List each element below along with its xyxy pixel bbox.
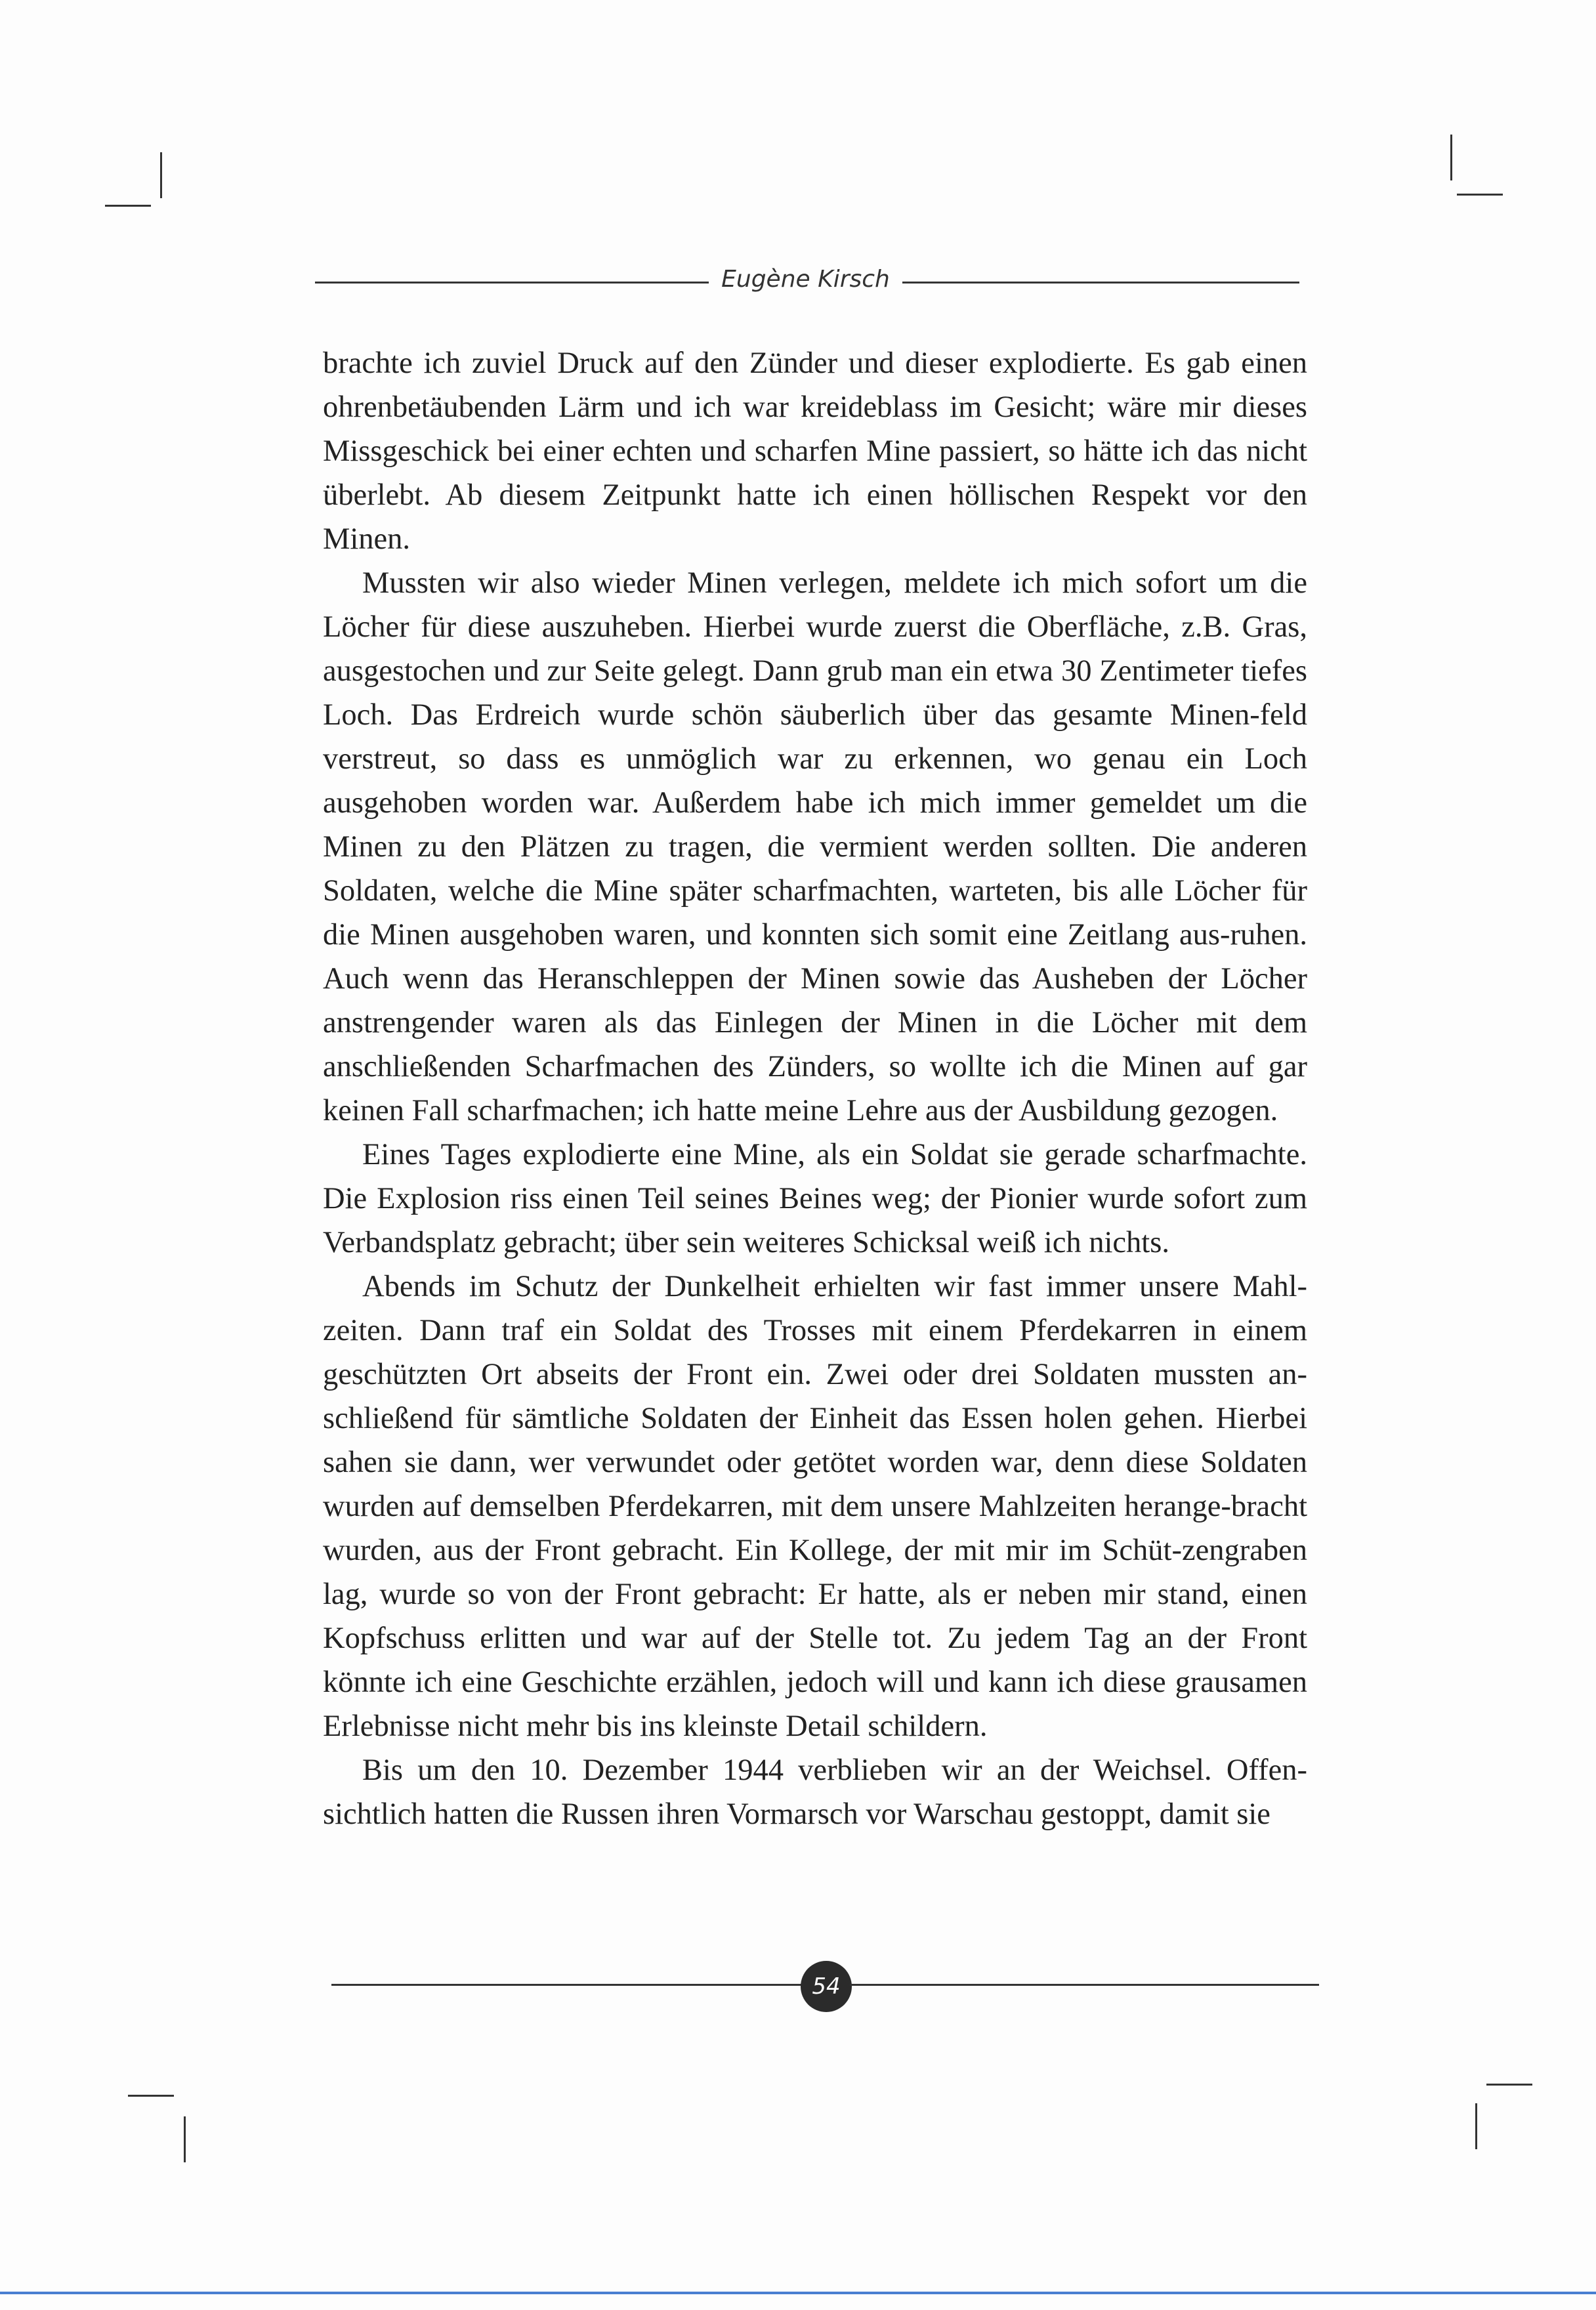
crop-mark-bottom-right-vertical xyxy=(1475,2103,1477,2149)
header-rule-left xyxy=(315,282,709,284)
paragraph: Bis um den 10. Dezember 1944 verblieben wir an der Weichsel. Offen-sichtlich hatten die Russen ihren Vormarsch vor Warschau gestoppt, damit sie xyxy=(323,1754,1307,1831)
paragraph: brachte ich zuviel Druck auf den Zünder und dieser explodierte. Es gab einen ohrenbetäubenden Lärm und ich war kreideblass im Gesicht; wäre mir dieses Missgeschick bei einer echten und scharfen Mine passiert, so hätte ich das nicht überlebt. Ab diesem Zeitpunkt hatte ich einen höllischen Respekt vor den Minen. xyxy=(323,346,1307,556)
scan-edge-line xyxy=(0,2292,1596,2294)
header-rule-right xyxy=(902,282,1299,284)
paragraph: Eines Tages explodierte eine Mine, als ein Soldat sie gerade scharfmachte. Die Explosion riss einen Teil seines Beines weg; der Pionier wurde sofort zum Verbandsplatz gebracht; über sein weiteres Schicksal weiß ich nichts. xyxy=(323,1138,1307,1259)
crop-mark-bottom-right-horizontal xyxy=(1486,2084,1532,2086)
footer-rule-left xyxy=(331,1984,804,1986)
crop-mark-top-left-vertical xyxy=(160,152,162,198)
header-author: Eugène Kirsch xyxy=(721,266,890,293)
crop-mark-top-right-horizontal xyxy=(1457,194,1503,196)
body-text xyxy=(323,341,1307,1836)
footer-rule-right xyxy=(850,1984,1319,1986)
page-number: 54 xyxy=(801,1961,852,2012)
page-footer xyxy=(331,1956,1319,2015)
paragraph: Mussten wir also wieder Minen verlegen, meldete ich mich sofort um die Löcher für diese auszuheben. Hierbei wurde zuerst die Oberfläche, z.B. Gras, ausgestochen und zur Seite gelegt. Dann grub man ein etwa 30 Zentimeter tiefes Loch. Das Erdreich wurde schön säuberlich über das gesamte Minen-feld verstreut, so dass es unmöglich war zu erkennen, wo genau ein Loch ausgehoben worden war. Außerdem habe ich mich immer gemeldet um die Minen zu den Plätzen zu tragen, die vermient werden sollten. Die anderen Soldaten, welche die Mine später scharfmachten, warteten, bis alle Löcher für die Minen ausgehoben waren, und konnten sich somit eine Zeitlang aus-ruhen. Auch wenn das Heranschleppen der Minen sowie das Ausheben der Löcher anstrengender waren als das Einlegen der Minen in die Löcher mit dem anschließenden Scharfmachen des Zünders, so wollte ich die Minen auf gar keinen Fall scharfmachen; ich hatte meine Lehre aus der Ausbildung gezogen. xyxy=(323,566,1307,1127)
crop-mark-bottom-left-horizontal xyxy=(128,2095,174,2097)
crop-mark-bottom-left-vertical xyxy=(184,2116,186,2162)
crop-mark-top-right-vertical xyxy=(1450,135,1452,180)
running-header xyxy=(315,259,1299,305)
paragraph: Abends im Schutz der Dunkelheit erhielten wir fast immer unsere Mahl-zeiten. Dann traf ein Soldat des Trosses mit einem Pferdekarren in einem geschützten Ort abseits der Front ein. Zwei oder drei Soldaten mussten an-schließend für sämtliche Soldaten der Einheit das Essen holen gehen. Hierbei sahen sie dann, wer verwundet oder getötet worden war, denn diese Soldaten wurden auf demselben Pferdekarren, mit dem unsere Mahlzeiten herange-bracht wurden, aus der Front gebracht. Ein Kollege, der mit mir im Schüt-zengraben lag, wurde so von der Front gebracht: Er hatte, als er neben mir stand, einen Kopfschuss erlitten und war auf der Stelle tot. Zu jedem Tag an der Front könnte ich eine Geschichte erzählen, jedoch will und kann ich diese grausamen Erlebnisse nicht mehr bis ins kleinste Detail schildern. xyxy=(323,1270,1307,1743)
crop-mark-top-left-horizontal xyxy=(105,205,151,207)
